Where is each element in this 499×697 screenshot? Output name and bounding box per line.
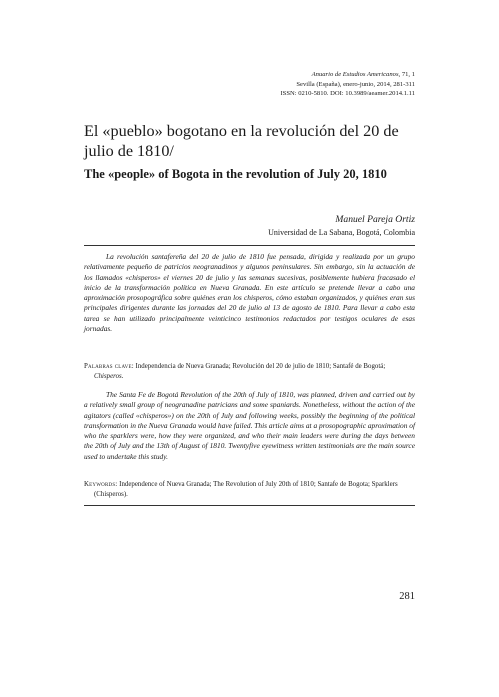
keywords-text-spanish: Independencia de Nueva Granada; Revolución del 20 de julio de 1810; Santafé de Bogotá;	[133, 363, 386, 370]
journal-line-2: Sevilla (España), enero-junio, 2014, 281-311	[296, 80, 415, 88]
page-number: 281	[399, 591, 415, 602]
abstract-spanish: La revolución santafereña del 20 de julio de 1810 fue pensada, dirigida y realizada por un grupo relativamente pequeño de patricios neogranadinos y algunos peninsulares. Sin embargo, sin la actuación de los llamados «chisperos» el viernes 20 de julio y las semanas sucesivas, posiblemente hubiera fracasado el inicio de la transformación política en Nueva Granada. En este artículo se pretende llevar a cabo una aproximación prosopográfica sobre quiénes eran los chisperos, cómo estaban organizados, y quiénes eran sus principales dirigentes durante las jornadas del 20 de julio al 13 de agosto de 1810. Para llevar a cabo esta tarea se han utilizado principalmente veinticinco testimonios redactados por testigos oculares de esas jornadas.	[84, 252, 415, 333]
journal-name: Anuario de Estudios Americanos	[311, 71, 399, 78]
author-affiliation: Universidad de La Sabana, Bogotá, Colombia	[268, 228, 415, 237]
article-title-spanish: El «pueblo» bogotano en la revolución del 20 de julio de 1810/	[84, 122, 399, 160]
bottom-divider	[84, 505, 415, 506]
keywords-label-english: Keywords:	[84, 481, 118, 488]
top-divider	[84, 245, 415, 246]
author-name: Manuel Pareja Ortiz	[335, 214, 415, 225]
abstract-english: The Santa Fe de Bogotá Revolution of the 20th of July of 1810, was planned, driven and carried out by a relatively small group of neogranadine patricians and some spaniards. Nonetheless, without the action of the agitators (called «chisperos») on the 20th of July and following weeks, possibly the beginning of the political transformation in the Nueva Granada would have failed. This article aims at a prosopographic aproximation of who the sparklers were, how they were organized, and who their main leaders were during the days between the 20th of July and the 13th of August of 1810. Twentyfive eyewitness written testimonials are the main source used to undertake this study.	[84, 390, 415, 461]
journal-line-1	[280, 70, 415, 80]
keywords-label-spanish: Palabras clave:	[84, 363, 134, 370]
article-title-english: The «people» of Bogota in the revolution of July 20, 1810	[84, 167, 387, 181]
keywords-italic-spanish: Chisperos	[94, 373, 122, 380]
journal-header	[280, 70, 415, 99]
keywords-end-spanish: .	[121, 373, 124, 380]
keywords-text-english: Independence of Nueva Granada; The Revolution of July 20th of 1810; Santafe de Bogota; Sparklers (Chisperos).	[94, 481, 398, 498]
journal-volume: , 71, 1	[398, 71, 415, 78]
keywords-spanish	[84, 362, 415, 382]
journal-line-3: ISSN: 0210-5810. DOI: 10.3989/aeamer.2014.1.11	[280, 90, 415, 97]
keywords-english	[84, 480, 415, 500]
